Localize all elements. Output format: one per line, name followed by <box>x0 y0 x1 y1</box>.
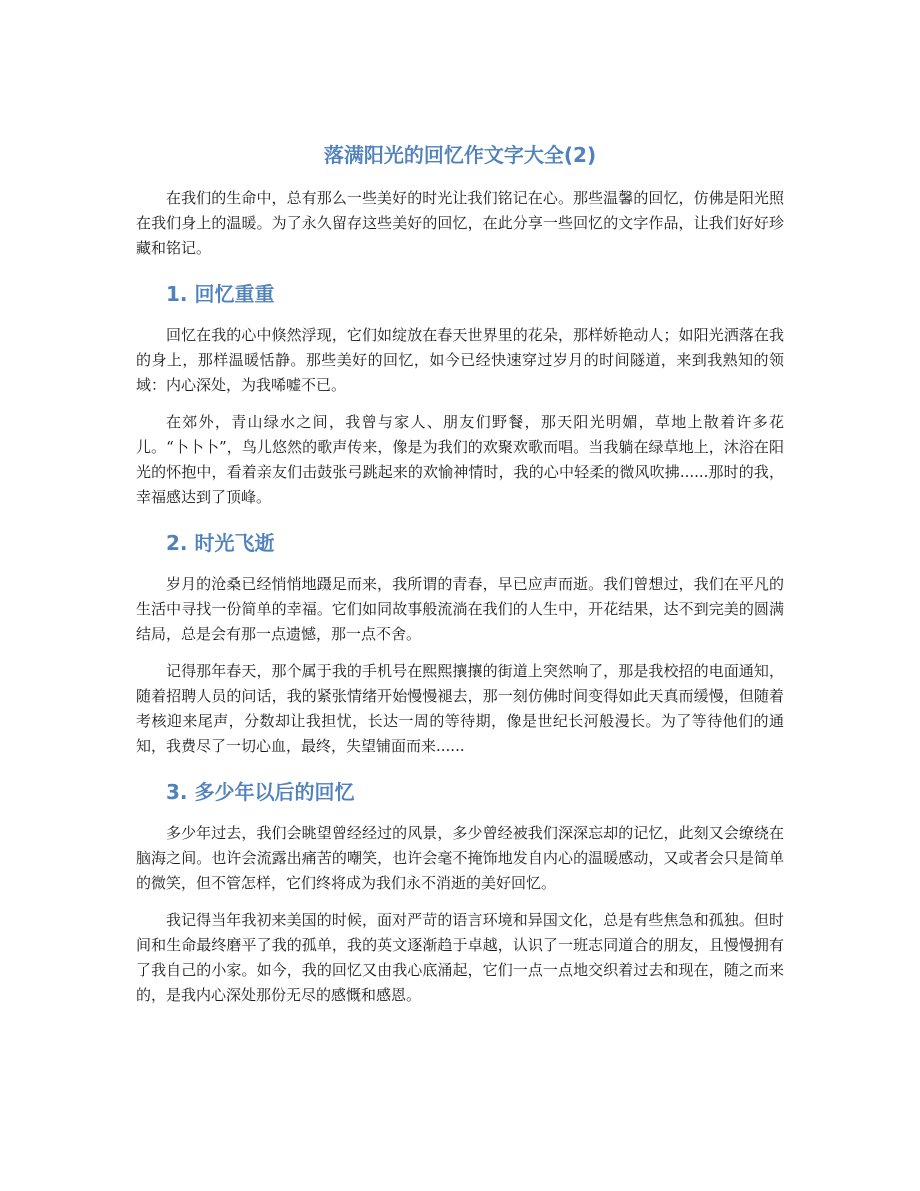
intro-paragraph: 在我们的生命中，总有那么一些美好的时光让我们铭记在心。那些温馨的回忆，仿佛是阳光照在我们身上的温暖。为了永久留存这些美好的回忆，在此分享一些回忆的文字作品，让我们好好珍藏和铭记。 <box>136 189 784 257</box>
section-2-paragraph-1: 岁月的沧桑已经悄悄地蹑足而来，我所谓的青春，早已应声而逝。我们曾想过，我们在平凡的生活中寻找一份简单的幸福。它们如同故事般流淌在我们的人生中，开花结果，达不到完美的圆满结局，总是会有那一点遗憾，那一点不舍。 <box>136 575 784 643</box>
section-heading-3: 3. 多少年以后的回忆 <box>166 780 355 804</box>
section-1-paragraph-2: 在郊外，青山绿水之间，我曾与家人、朋友们野餐，那天阳光明媚，草地上散着许多花儿。“卜卜卜”，鸟儿悠然的歌声传来，像是为我们的欢聚欢歌而唱。当我躺在绿草地上，沐浴在阳光的怀抱中，看着亲友们击鼓张弓跳起来的欢愉神情时，我的心中轻柔的微风吹拂......那时的我，幸福感达到了顶峰。 <box>136 413 784 506</box>
section-heading-2: 2. 时光飞逝 <box>166 531 275 555</box>
section-3-paragraph-2: 我记得当年我初来美国的时候，面对严苛的语言环境和异国文化，总是有些焦急和孤独。但时间和生命最终磨平了我的孤单，我的英文逐渐趋于卓越，认识了一班志同道合的朋友，且慢慢拥有了我自己的小家。如今，我的回忆又由我心底涌起，它们一点一点地交织着过去和现在，随之而来的，是我内心深处那份无尽的感慨和感恩。 <box>136 911 784 1004</box>
section-heading-1: 1. 回忆重重 <box>166 282 275 306</box>
section-1-paragraph-1: 回忆在我的心中倏然浮现，它们如绽放在春天世界里的花朵，那样娇艳动人；如阳光洒落在我的身上，那样温暖恬静。那些美好的回忆，如今已经快速穿过岁月的时间隧道，来到我熟知的领域：内心深处，为我唏嘘不已。 <box>136 326 784 394</box>
document-title: 落满阳光的回忆作文字大全(2) <box>323 143 597 167</box>
document-content <box>136 140 784 1020</box>
section-3-paragraph-1: 多少年过去，我们会眺望曾经经过的风景，多少曾经被我们深深忘却的记忆，此刻又会缭绕在脑海之间。也许会流露出痛苦的嘲笑，也许会毫不掩饰地发自内心的温暖感动，又或者会只是简单的微笑，但不管怎样，它们终将成为我们永不消逝的美好回忆。 <box>136 824 784 892</box>
section-2-paragraph-2: 记得那年春天，那个属于我的手机号在熙熙攘攘的街道上突然响了，那是我校招的电面通知，随着招聘人员的问话，我的紧张情绪开始慢慢褪去，那一刻仿佛时间变得如此天真而缓慢，但随着考核迎来尾声，分数却让我担忧，长达一周的等待期，像是世纪长河般漫长。为了等待他们的通知，我费尽了一切心血，最终，失望铺面而来...... <box>136 662 784 755</box>
